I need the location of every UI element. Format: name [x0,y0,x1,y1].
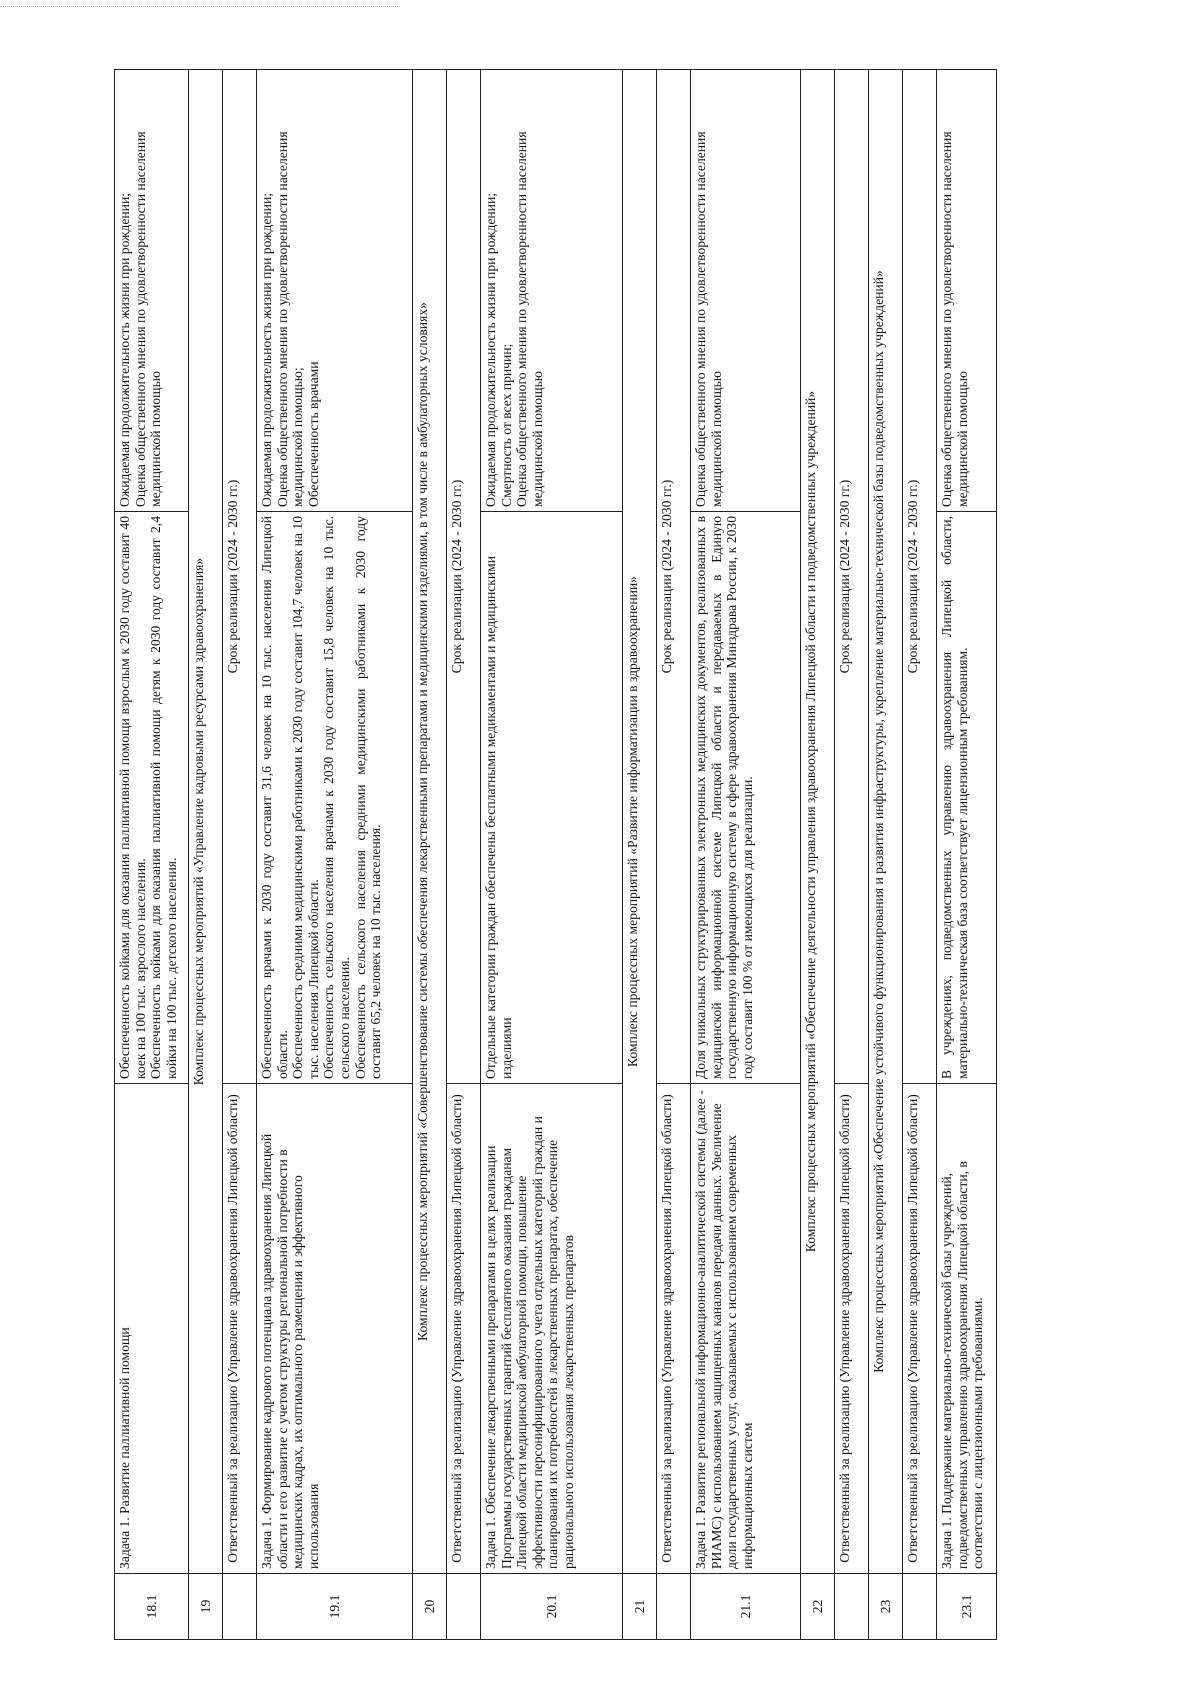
row-number: 20 [413,1574,447,1640]
table-row-19-1 [257,70,413,1640]
measures-table [114,69,997,1640]
responsible-row-19 [223,70,257,1640]
table-row-18-1 [115,70,189,1640]
section-title: Комплекс процессных мероприятий «Развитие информатизации в здравоохранении» [623,70,657,1574]
result-cell [691,512,801,1084]
table-row-20-1 [481,70,623,1640]
row-number: 18.1 [115,1574,189,1640]
indicator-line: Обеспеченность врачами [305,361,321,507]
indicators-cell [691,70,801,512]
term-cell: Срок реализации (2024 - 2030 гг.) [657,70,691,1084]
responsible-cell: Ответственный за реализацию (Управление здравоохранения Липецкой области) [903,1084,937,1574]
indicator-line: Оценка общественного мнения по удовлетворенности населения медицинской помощью [693,131,724,507]
indicator-line: Ожидаемая продолжительность жизни при рождении; [483,193,498,507]
section-header-row-23 [869,70,903,1640]
table-row-21-1 [691,70,801,1640]
section-title: Комплекс процессных мероприятий «Обеспечение устойчивого функционирования и развития инфраструктуры, укрепление материально-технической базы подведомственных учреждений» [869,70,903,1574]
row-number: 21.1 [691,1574,801,1640]
indicators-cell [257,70,413,512]
task-cell: Задача 1. Поддержание материально-технической базы учреждений, подведомственных управлению здравоохранения Липецкой области, в соответствии с лицензионными требованиями. [937,1084,997,1574]
result-line: Обеспеченность койками для оказания паллиативной помощи взрослым к 2030 году составит 40 коек на 100 тыс. взрослого населения. [117,516,148,1079]
indicator-line: Оценка общественного мнения по удовлетворенности населения медицинской помощью [939,131,970,507]
result-cell [257,512,413,1084]
scan-edge-mark [0,6,400,7]
indicator-line: Оценка общественного мнения по удовлетворенности населения медицинской помощью; [274,131,306,507]
indicators-cell [937,70,997,512]
result-line: Обеспеченность сельского населения средними медицинскими работниками к 2030 году составит 65,2 человек на 10 тыс. населения. [352,516,384,1079]
responsible-row-22 [835,70,869,1640]
result-cell [115,512,189,1084]
row-number: 19.1 [257,1574,413,1640]
result-line: Отдельные категории граждан обеспечены бесплатными медикаментами и медицинскими изделиями [483,555,514,1079]
row-number: 23 [869,1574,903,1640]
term-cell: Срок реализации (2024 - 2030 гг.) [903,70,937,1084]
result-cell [937,512,997,1084]
section-header-row-21 [623,70,657,1640]
responsible-row-23 [903,70,937,1640]
result-cell [481,512,623,1084]
term-cell: Срок реализации (2024 - 2030 гг.) [447,70,481,1084]
indicator-line: Ожидаемая продолжительность жизни при рождении; [117,193,132,507]
row-number: 20.1 [481,1574,623,1640]
responsible-cell: Ответственный за реализацию (Управление здравоохранения Липецкой области) [657,1084,691,1574]
result-line: Обеспеченность врачами к 2030 году составит 31,6 человек на 10 тыс. населения Липецкой области. [259,516,290,1079]
responsible-row-20 [447,70,481,1640]
row-number: 22 [801,1574,835,1640]
indicator-line: Смертность от всех причин; [498,343,514,507]
task-cell: Задача 1. Развитие региональной информационно-аналитической системы (далее - РИАМС) с использованием защищенных каналов передачи данных. Увеличение доли государственных услуг, оказываемых с использованием современных информационных систем [691,1084,801,1574]
result-line: Доля уникальных структурированных электронных медицинских документов, реализованных в медицинской информационной системе Липецкой области и передаваемых в Единую государственную информационную систему в сфере здравоохранения Минздрава России, к 2030 году составит 100 % от имеющихся для реализации. [693,516,755,1079]
task-cell: Задача 1. Формирование кадрового потенциала здравоохранения Липецкой области и его развитие с учетом структуры региональной потребности в медицинских кадрах, их оптимального размещения и эффективного использования [257,1084,413,1574]
indicators-cell [115,70,189,512]
term-cell: Срок реализации (2024 - 2030 гг.) [835,70,869,1084]
indicator-line: Ожидаемая продолжительность жизни при рождении; [259,193,274,507]
result-line: Обеспеченность койками для оказания паллиативной помощи детям к 2030 году составит 2,4 койки на 100 тыс. детского населения. [148,516,179,1079]
term-cell: Срок реализации (2024 - 2030 гг.) [223,70,257,1084]
result-line: Обеспеченность сельского населения врачами к 2030 году составит 15,8 человек на 10 тыс. сельского населения. [321,516,352,1079]
section-title: Комплекс процессных мероприятий «Обеспечение деятельности управления здравоохранения Липецкой области и подведомственных учреждений» [801,70,835,1574]
result-line: В учреждениях, подведомственных управлению здравоохранения Липецкой области, материально-техническая база соответствует лицензионным требованиям. [939,516,970,1079]
responsible-row-21 [657,70,691,1640]
section-header-row-22 [801,70,835,1640]
responsible-cell: Ответственный за реализацию (Управление здравоохранения Липецкой области) [835,1084,869,1574]
section-header-row-19 [189,70,223,1640]
indicator-line: Оценка общественного мнения по удовлетворенности населения медицинской помощью [514,131,545,507]
responsible-cell: Ответственный за реализацию (Управление здравоохранения Липецкой области) [223,1084,257,1574]
indicators-cell [481,70,623,512]
section-header-row-20 [413,70,447,1640]
result-line: Обеспеченность средними медицинскими работниками к 2030 году составит 104,7 человек на 10 тыс. населения Липецкой области. [290,516,321,1079]
rotated-table-container [114,70,990,1640]
row-number: 23.1 [937,1574,997,1640]
row-number: 21 [623,1574,657,1640]
row-number: 19 [189,1574,223,1640]
responsible-cell: Ответственный за реализацию (Управление здравоохранения Липецкой области) [447,1084,481,1574]
section-title: Комплекс процессных мероприятий «Управление кадровыми ресурсами здравоохранения» [189,70,223,1574]
table-row-23-1 [937,70,997,1640]
indicator-line: Оценка общественного мнения по удовлетворенности населения медицинской помощью [132,131,164,507]
section-title: Комплекс процессных мероприятий «Совершенствование системы обеспечения лекарственными препаратами и медицинскими изделиями, в том числе в амбулаторных условиях» [413,70,447,1574]
task-cell: Задача 1. Развитие паллиативной помощи [115,1084,189,1574]
task-cell: Задача 1. Обеспечение лекарственными препаратами в целях реализации Программы государственных гарантий бесплатного оказания гражданам Липецкой области медицинской амбулаторной помощи, повышение эффективности персонифицированного учета отдельных категорий граждан и планирования их потребностей в лекарственных препаратах, обеспечение рационального использования лекарственных препаратов [481,1084,623,1574]
